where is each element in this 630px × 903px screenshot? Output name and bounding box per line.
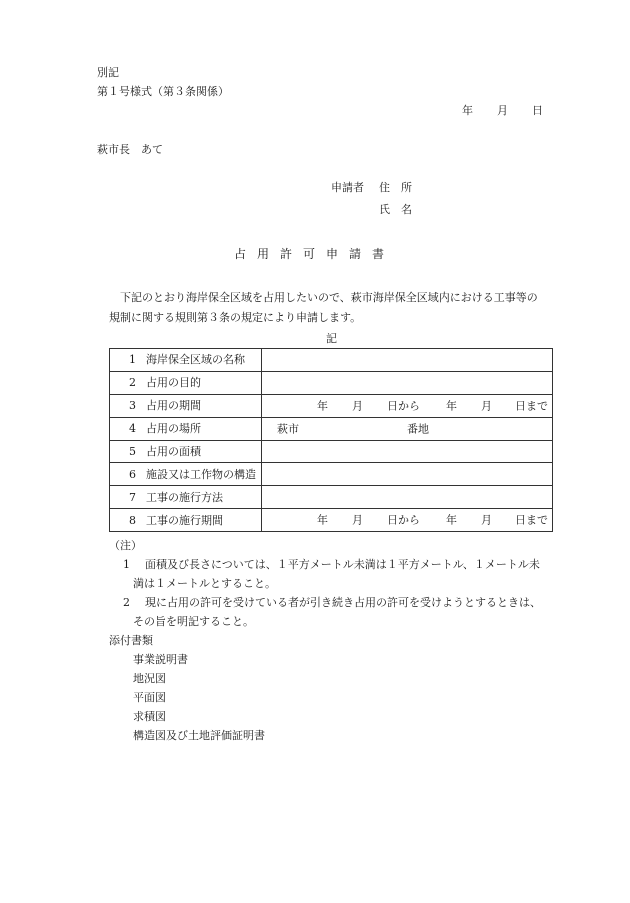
period-year-end: 年 xyxy=(446,513,457,527)
period-month: 月 xyxy=(352,513,363,527)
title-char: 許 xyxy=(280,247,293,261)
table-row xyxy=(110,486,553,509)
period-from: 日から xyxy=(387,513,420,527)
row-label-text: 占用の期間 xyxy=(146,399,201,413)
title-char: 請 xyxy=(349,247,362,261)
date-month: 月 xyxy=(497,104,508,117)
notes-heading: （注） xyxy=(109,539,142,552)
form-number: 第１号様式（第３条関係） xyxy=(97,85,229,98)
row-number: 3 xyxy=(129,399,136,413)
title-char: 占 xyxy=(234,247,247,261)
ki-heading: 記 xyxy=(326,332,337,345)
attachment-item: 事業説明書 xyxy=(133,653,188,666)
application-table xyxy=(109,348,553,532)
period-month: 月 xyxy=(352,399,363,413)
place-banchi: 番地 xyxy=(407,422,429,436)
table-row xyxy=(110,349,553,372)
row-value-cell[interactable] xyxy=(262,349,553,372)
table-row xyxy=(110,509,553,532)
row-label xyxy=(110,463,262,486)
row-label-text: 占用の場所 xyxy=(146,422,201,436)
period-until: 日まで xyxy=(515,513,548,527)
title-char: 用 xyxy=(257,247,270,261)
note-1-line-1: 面積及び長さについては、１平方メートル未満は１平方メートル、１メートル未 xyxy=(145,558,540,571)
place-cell[interactable] xyxy=(262,417,553,440)
title-char: 書 xyxy=(372,247,385,261)
note-2-line-1: 現に占用の許可を受けている者が引き続き占用の許可を受けようとするときは、 xyxy=(145,596,541,609)
row-number: 5 xyxy=(129,445,136,458)
table-row xyxy=(110,371,553,394)
row-label-text: 占用の目的 xyxy=(146,376,201,390)
note-1-number: 1 xyxy=(123,558,130,571)
note-2-number: 2 xyxy=(123,596,130,609)
period-year: 年 xyxy=(317,399,328,413)
row-label xyxy=(110,509,262,532)
row-label-text: 工事の施行期間 xyxy=(146,513,223,527)
title-char: 申 xyxy=(326,247,339,261)
attachment-item: 平面図 xyxy=(133,691,166,704)
row-value-cell[interactable] xyxy=(262,371,553,394)
body-line-1: 下記のとおり海岸保全区域を占用したいので、萩市海岸保全区域内における工事等の xyxy=(120,291,538,304)
row-label xyxy=(110,394,262,417)
period-cell[interactable] xyxy=(262,394,553,417)
attachment-item: 構造図及び土地評価証明書 xyxy=(133,729,265,742)
applicant-address-label: 住 所 xyxy=(379,181,412,194)
applicant-name-label: 氏 名 xyxy=(379,203,412,216)
row-label-text: 工事の施行方法 xyxy=(146,490,223,504)
row-label xyxy=(110,417,262,440)
table-row xyxy=(110,394,553,417)
period-month-end: 月 xyxy=(481,399,492,413)
row-value-cell[interactable] xyxy=(262,463,553,486)
addressee: 萩市長 あて xyxy=(97,143,163,156)
place-city: 萩市 xyxy=(277,422,299,436)
applicant-role: 申請者 xyxy=(331,181,364,194)
row-label xyxy=(110,486,262,509)
period-from: 日から xyxy=(387,399,420,413)
row-number: 1 xyxy=(129,353,136,367)
note-1-line-2: 満は１メートルとすること。 xyxy=(133,577,276,590)
period-until: 日まで xyxy=(515,399,548,413)
table-row xyxy=(110,417,553,440)
row-label xyxy=(110,440,262,463)
period-year-end: 年 xyxy=(446,399,457,413)
note-2-line-2: その旨を明記すること。 xyxy=(133,615,254,628)
attachments-heading: 添付書類 xyxy=(109,634,153,647)
row-number: 4 xyxy=(129,422,136,436)
table-row xyxy=(110,463,553,486)
row-value-cell[interactable] xyxy=(262,486,553,509)
body-line-2: 規制に関する規則第３条の規定により申請します。 xyxy=(109,311,362,324)
row-number: 6 xyxy=(129,467,136,481)
attachment-item: 求積図 xyxy=(133,710,166,723)
row-number: 2 xyxy=(129,376,136,390)
row-label xyxy=(110,371,262,394)
row-label-text: 占用の面積 xyxy=(146,445,201,458)
period-year: 年 xyxy=(317,513,328,527)
row-label xyxy=(110,349,262,372)
attachment-item: 地況図 xyxy=(133,672,166,685)
period-month-end: 月 xyxy=(481,513,492,527)
row-label-text: 施設又は工作物の構造 xyxy=(146,467,256,481)
row-label-text: 海岸保全区域の名称 xyxy=(146,353,245,367)
table-row xyxy=(110,440,553,463)
date-year: 年 xyxy=(462,104,473,117)
date-day: 日 xyxy=(532,104,543,117)
attachment-label: 別記 xyxy=(97,66,119,79)
title-char: 可 xyxy=(303,247,316,261)
period-cell[interactable] xyxy=(262,509,553,532)
row-number: 7 xyxy=(129,490,136,504)
row-number: 8 xyxy=(129,513,136,527)
row-value-cell[interactable] xyxy=(262,440,553,463)
